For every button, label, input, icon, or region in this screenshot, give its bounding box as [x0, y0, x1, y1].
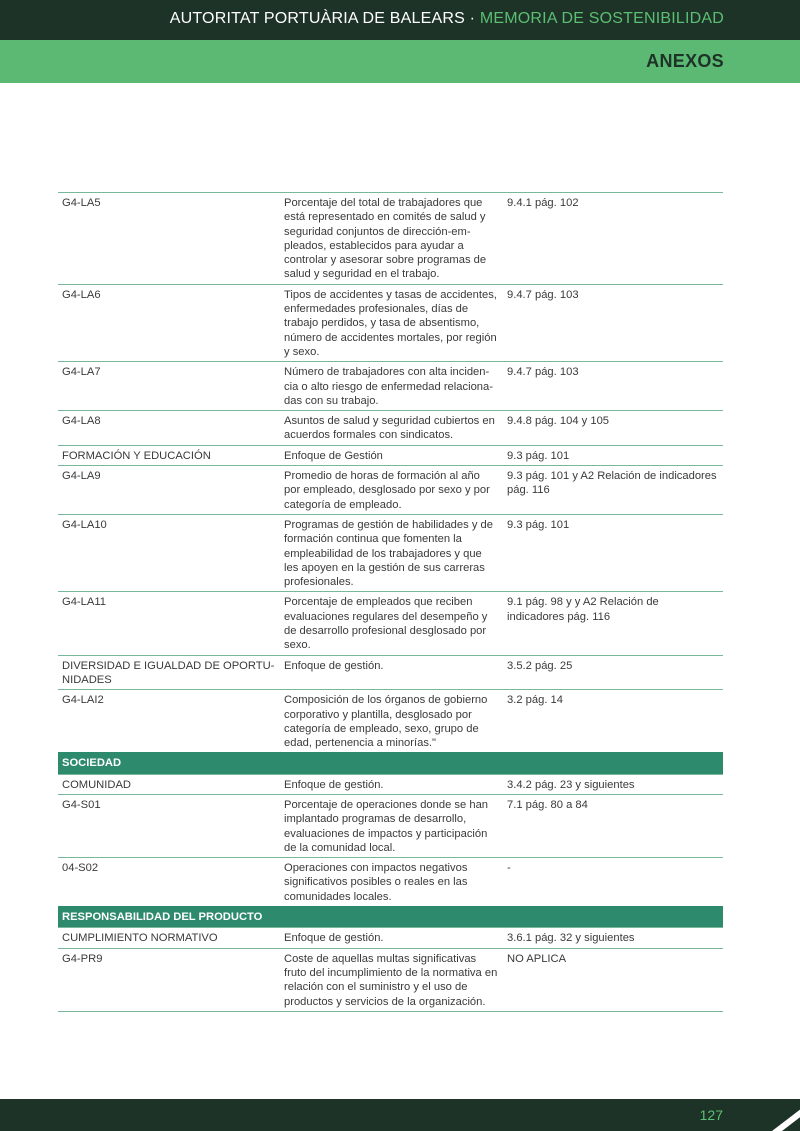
indicator-description-cell: Programas de gestión de habilidades y de formación continua que fomenten la empleabilidad de los trabajadores y que les apoyen en la gestión de sus carreras profesionales. — [280, 514, 503, 591]
indicator-code-cell: FORMACIÓN Y EDUCACIÓN — [58, 445, 280, 465]
section-bar — [0, 40, 800, 83]
indicator-code-cell: G4-LA9 — [58, 466, 280, 515]
indicator-code-cell: G4-LA8 — [58, 411, 280, 446]
indicator-code-cell: 04-S02 — [58, 858, 280, 907]
indicator-reference-cell: 9.3 pág. 101 — [503, 445, 723, 465]
table-row — [58, 193, 723, 285]
indicator-reference-cell: 9.1 pág. 98 y y A2 Relación de indicadores pág. 116 — [503, 592, 723, 655]
table-row — [58, 948, 723, 1011]
indicator-code-cell: DIVERSIDAD E IGUALDAD DE OPORTUNIDADES — [58, 655, 280, 690]
section-header-row — [58, 907, 723, 928]
table-row — [58, 411, 723, 446]
indicator-description-cell: Composición de los órganos de gobierno corporativo y plantilla, desglosado por categoría de empleado, sexo, grupo de edad, pertenencia a minorías." — [280, 690, 503, 753]
indicator-reference-cell: 9.4.1 pág. 102 — [503, 193, 723, 285]
indicator-description-cell: Número de trabajadores con alta incidencia o alto riesgo de enfermedad relacionadas con su trabajo. — [280, 362, 503, 411]
indicator-description-cell: Porcentaje del total de trabajadores que está representado en comités de salud y seguridad conjuntos de dirección-empleados, establecidos para ayudar a controlar y asesorar sobre programas de salud y seguridad en el trabajo. — [280, 193, 503, 285]
section-header-label: RESPONSABILIDAD DEL PRODUCTO — [58, 907, 723, 928]
indicator-code-cell: G4-LA5 — [58, 193, 280, 285]
footer-bar — [0, 1099, 800, 1131]
section-header-label: SOCIEDAD — [58, 753, 723, 774]
table-row — [58, 690, 723, 753]
table-row — [58, 774, 723, 794]
report-name: MEMORIA DE SOSTENIBILIDAD — [479, 10, 724, 27]
indicator-code-cell: G4-LA6 — [58, 284, 280, 361]
indicator-code-cell: G4-LAI2 — [58, 690, 280, 753]
indicator-reference-cell: NO APLICA — [503, 948, 723, 1011]
table-row — [58, 466, 723, 515]
indicator-code-cell: G4-LA11 — [58, 592, 280, 655]
indicator-reference-cell: 9.4.7 pág. 103 — [503, 284, 723, 361]
table-row — [58, 655, 723, 690]
indicator-reference-cell: 3.2 pág. 14 — [503, 690, 723, 753]
indicator-description-cell: Asuntos de salud y seguridad cubiertos en acuerdos formales con sindicatos. — [280, 411, 503, 446]
indicator-code-cell: COMUNIDAD — [58, 774, 280, 794]
table-row — [58, 858, 723, 907]
section-title: ANEXOS — [646, 51, 724, 71]
indicator-code-cell: G4-LA10 — [58, 514, 280, 591]
indicator-description-cell: Enfoque de Gestión — [280, 445, 503, 465]
section-header-row — [58, 753, 723, 774]
indicator-description-cell: Tipos de accidentes y tasas de accidentes, enfermedades profesionales, días de trabajo perdidos, y tasa de absentismo, número de accidentes mortales, por región y sexo. — [280, 284, 503, 361]
indicator-reference-cell: 9.4.8 pág. 104 y 105 — [503, 411, 723, 446]
indicator-description-cell: Porcentaje de operaciones donde se han implantado programas de desarrollo, evaluaciones de impactos y participación de la comunidad local. — [280, 794, 503, 857]
organization-name: AUTORITAT PORTUÀRIA DE BALEARS — [169, 10, 466, 27]
gri-index-table — [58, 192, 723, 1012]
indicator-reference-cell: 3.5.2 pág. 25 — [503, 655, 723, 690]
indicator-reference-cell: 9.3 pág. 101 y A2 Relación de indicadores pág. 116 — [503, 466, 723, 515]
table-row — [58, 592, 723, 655]
top-header-bar — [0, 0, 800, 40]
indicator-reference-cell: - — [503, 858, 723, 907]
indicator-description-cell: Coste de aquellas multas significativas fruto del incumplimiento de la normativa en relación con el suministro y el uso de productos y servicios de la organización. — [280, 948, 503, 1011]
table-row — [58, 928, 723, 948]
table-row — [58, 362, 723, 411]
table-row — [58, 445, 723, 465]
indicator-code-cell: G4-LA7 — [58, 362, 280, 411]
indicator-code-cell: G4-PR9 — [58, 948, 280, 1011]
table-row — [58, 514, 723, 591]
indicator-code-cell: G4-S01 — [58, 794, 280, 857]
page-number: 127 — [699, 1107, 723, 1123]
indicator-reference-cell: 7.1 pág. 80 a 84 — [503, 794, 723, 857]
indicator-reference-cell: 3.4.2 pág. 23 y siguientes — [503, 774, 723, 794]
indicator-description-cell: Promedio de horas de formación al año por empleado, desglosado por sexo y por categoría de empleado. — [280, 466, 503, 515]
indicator-description-cell: Enfoque de gestión. — [280, 928, 503, 948]
indicator-reference-cell: 9.3 pág. 101 — [503, 514, 723, 591]
table-row — [58, 284, 723, 361]
footer-stripe-decoration — [750, 1099, 800, 1131]
document-title — [170, 10, 724, 28]
indicator-description-cell: Porcentaje de empleados que reciben evaluaciones regulares del desempeño y de desarrollo profesional desglosado por sexo. — [280, 592, 503, 655]
indicator-reference-cell: 9.4.7 pág. 103 — [503, 362, 723, 411]
table-row — [58, 794, 723, 857]
indicator-description-cell: Operaciones con impactos negativos significativos posibles o reales en las comunidades locales. — [280, 858, 503, 907]
indicator-code-cell: CUMPLIMIENTO NORMATIVO — [58, 928, 280, 948]
gri-table-body — [58, 193, 723, 1012]
title-separator: · — [465, 10, 480, 27]
indicator-reference-cell: 3.6.1 pág. 32 y siguientes — [503, 928, 723, 948]
indicator-description-cell: Enfoque de gestión. — [280, 774, 503, 794]
indicator-description-cell: Enfoque de gestión. — [280, 655, 503, 690]
